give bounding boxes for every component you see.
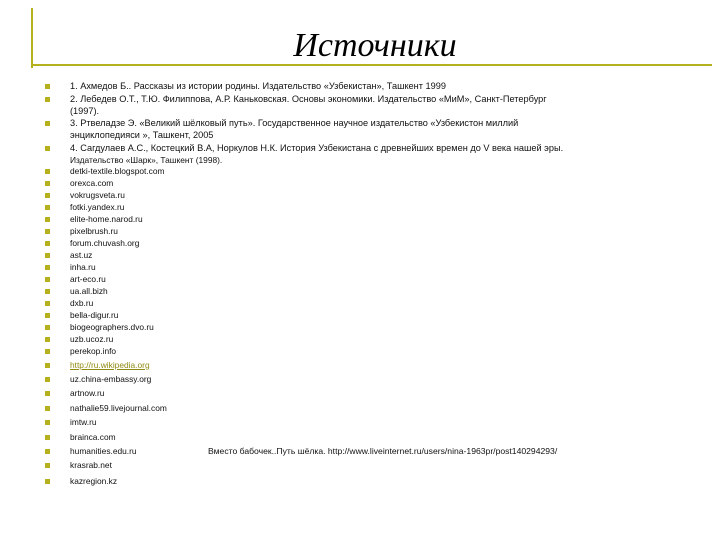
bullet-icon: [45, 97, 50, 102]
side-note-text: Вместо бабочек..Путь шёлка. http://www.liveinternet.ru/users/nina-1963pr/post140294293/: [208, 446, 558, 456]
list-item: [0, 214, 720, 226]
list-item: [0, 286, 720, 298]
source-text: artnow.ru: [70, 388, 105, 398]
list-item: [0, 334, 720, 346]
source-text: 1. Ахмедов Б.. Рассказы из истории родины. Издательство «Узбекистан», Ташкент 1999: [70, 81, 446, 91]
list-item: [0, 310, 720, 322]
list-item: [0, 250, 720, 262]
source-text: kazregion.kz: [70, 476, 118, 486]
list-item: [0, 178, 720, 190]
bullet-icon: [45, 420, 50, 425]
bullet-icon: [45, 391, 50, 396]
source-text: pixelbrush.ru: [70, 226, 118, 236]
bullet-icon: [45, 301, 50, 306]
source-text: uzb.ucoz.ru: [70, 334, 114, 344]
list-item: [0, 417, 720, 429]
bullet-icon: [45, 479, 50, 484]
bullet-icon: [45, 325, 50, 330]
list-item: [0, 190, 720, 202]
source-text: forum.chuvash.org: [70, 238, 140, 248]
bullet-icon: [45, 289, 50, 294]
source-text: art-eco.ru: [70, 274, 106, 284]
source-text: 4. Сагдулаев А.С., Костецкий В.А, Норкулов Н.К. История Узбекистана с древнейших времен до V века нашей эры.: [70, 143, 564, 153]
list-item: [0, 81, 720, 93]
bullet-icon: [45, 313, 50, 318]
source-text: humanities.edu.ru: [70, 446, 137, 456]
bullet-icon: [45, 406, 50, 411]
source-text: krasrab.net: [70, 460, 112, 470]
bullet-icon: [45, 217, 50, 222]
source-text: Издательство «Шарк», Ташкент (1998).: [70, 155, 223, 165]
bullet-icon: [45, 205, 50, 210]
bullet-icon: [45, 169, 50, 174]
bullet-icon: [45, 349, 50, 354]
bullet-icon: [45, 229, 50, 234]
bullet-icon: [45, 277, 50, 282]
source-text: biogeographers.dvo.ru: [70, 322, 154, 332]
source-text: энциклопедияси », Ташкент, 2005: [70, 130, 214, 140]
list-item: [0, 476, 720, 488]
source-text: 2. Лебедев О.Т., Т.Ю. Филиппова, А.Р. Каньковская. Основы экономики. Издательство «МиМ», Санкт-Петербург: [70, 94, 547, 104]
list-item: [0, 346, 720, 358]
bullet-icon: [45, 253, 50, 258]
list-item: [0, 94, 720, 106]
source-text: 3. Ртвеладзе Э. «Великий шёлковый путь». Государственное научное издательство «Узбекистон миллий: [70, 118, 519, 128]
bullet-icon: [45, 463, 50, 468]
slide-title: Источники: [293, 27, 457, 64]
list-item: [0, 274, 720, 286]
source-text: uz.china-embassy.org: [70, 374, 152, 384]
source-text: dxb.ru: [70, 298, 94, 308]
source-text: (1997).: [70, 106, 100, 116]
list-item: [0, 238, 720, 250]
bullet-icon: [45, 241, 50, 246]
bullet-icon: [45, 193, 50, 198]
source-text: orexca.com: [70, 178, 114, 188]
list-item-continuation: [0, 130, 720, 142]
source-text: nathalie59.livejournal.com: [70, 403, 167, 413]
bullet-icon: [45, 84, 50, 89]
list-item-continuation: [0, 106, 720, 118]
list-item: [0, 298, 720, 310]
wikipedia-link[interactable]: http://ru.wikipedia.org: [70, 360, 150, 370]
list-item: [0, 262, 720, 274]
bullet-icon: [45, 121, 50, 126]
source-text: vokrugsveta.ru: [70, 190, 125, 200]
bullet-icon: [45, 435, 50, 440]
list-item: [0, 374, 720, 386]
source-text: ua.all.bizh: [70, 286, 108, 296]
source-text: perekop.info: [70, 346, 117, 356]
list-item: [0, 403, 720, 415]
source-text: elite-home.narod.ru: [70, 214, 143, 224]
source-text: bella-digur.ru: [70, 310, 119, 320]
bullet-icon: [45, 181, 50, 186]
source-text: fotki.yandex.ru: [70, 202, 125, 212]
list-item: [0, 460, 720, 472]
list-item: [0, 446, 720, 458]
list-item: [0, 322, 720, 334]
source-text: imtw.ru: [70, 417, 97, 427]
source-text: inha.ru: [70, 262, 96, 272]
source-text: ast.uz: [70, 250, 93, 260]
list-item: [0, 226, 720, 238]
source-text: brainca.com: [70, 432, 116, 442]
bullet-icon: [45, 363, 50, 368]
bullet-icon: [45, 337, 50, 342]
list-item: [0, 118, 720, 130]
list-item: [0, 360, 720, 372]
bullet-icon: [45, 265, 50, 270]
list-item: [0, 388, 720, 400]
bullet-icon: [45, 146, 50, 151]
source-text: detki-textile.blogspot.com: [70, 166, 165, 176]
bullet-icon: [45, 449, 50, 454]
list-item: [0, 143, 720, 155]
list-item: [0, 166, 720, 178]
bullet-icon: [45, 377, 50, 382]
list-item: [0, 432, 720, 444]
list-item: [0, 202, 720, 214]
